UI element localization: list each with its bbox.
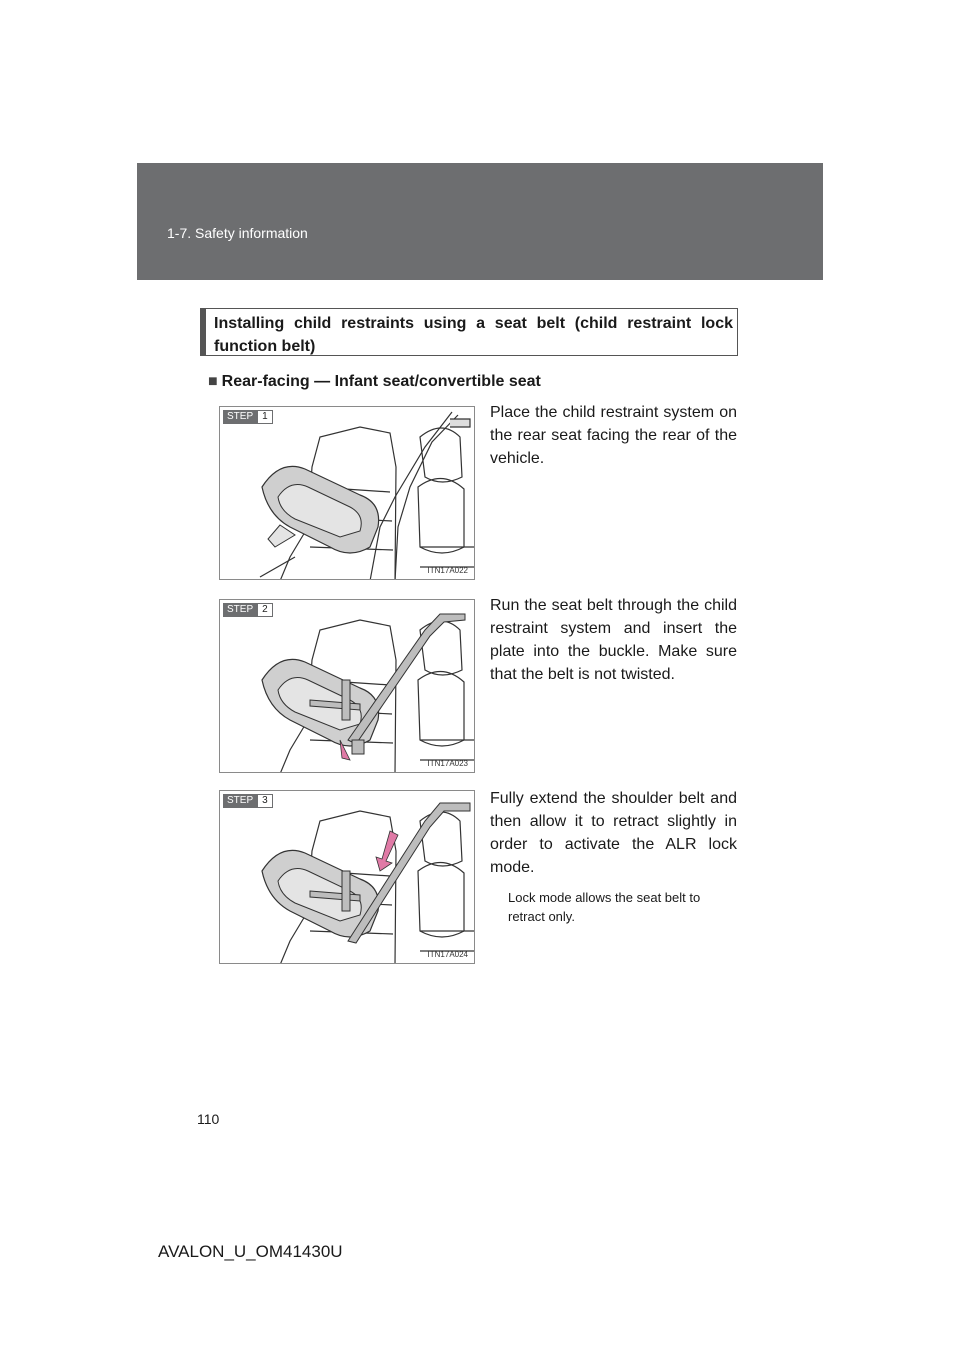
pink-arrow-icon [376, 831, 398, 871]
step-3-label: STEP 3 [223, 794, 273, 808]
step-3-figure [219, 790, 475, 964]
child-seat-illustration-2 [220, 600, 475, 773]
page-number: 110 [197, 1111, 220, 1127]
step-3-note: Lock mode allows the seat belt to retract only. [508, 890, 701, 924]
subheading [208, 373, 541, 391]
step-1-figure [219, 406, 475, 580]
figure-code: ITN17A022 [427, 566, 468, 575]
step-2-label: STEP 2 [223, 603, 273, 617]
step-1-label: STEP 1 [223, 410, 273, 424]
section-label: 1-7. Safety information [167, 225, 308, 241]
square-bullet-icon: ■ [208, 373, 218, 390]
step-2-figure [219, 599, 475, 773]
step-3-text: Fully extend the shoulder belt and then allow it to retract slightly in order to activate the ALR lock mode. [490, 790, 737, 876]
document-code: AVALON_U_OM41430U [158, 1242, 343, 1261]
figure-code: ITN17A023 [427, 759, 468, 768]
child-seat-illustration-1 [220, 407, 475, 580]
step-2-text: Run the seat belt through the child restraint system and insert the plate into the buckle. Make sure that the belt is not twisted. [490, 597, 737, 683]
child-seat-illustration-3 [220, 791, 475, 964]
header-band [137, 163, 823, 280]
figure-code: ITN17A024 [427, 950, 468, 959]
section-title: Installing child restraints using a seat belt (child restraint lock function belt) [200, 308, 738, 356]
step-1-text: Place the child restraint system on the rear seat facing the rear of the vehicle. [490, 404, 737, 467]
subheading-text: Rear-facing — Infant seat/convertible seat [221, 373, 541, 390]
